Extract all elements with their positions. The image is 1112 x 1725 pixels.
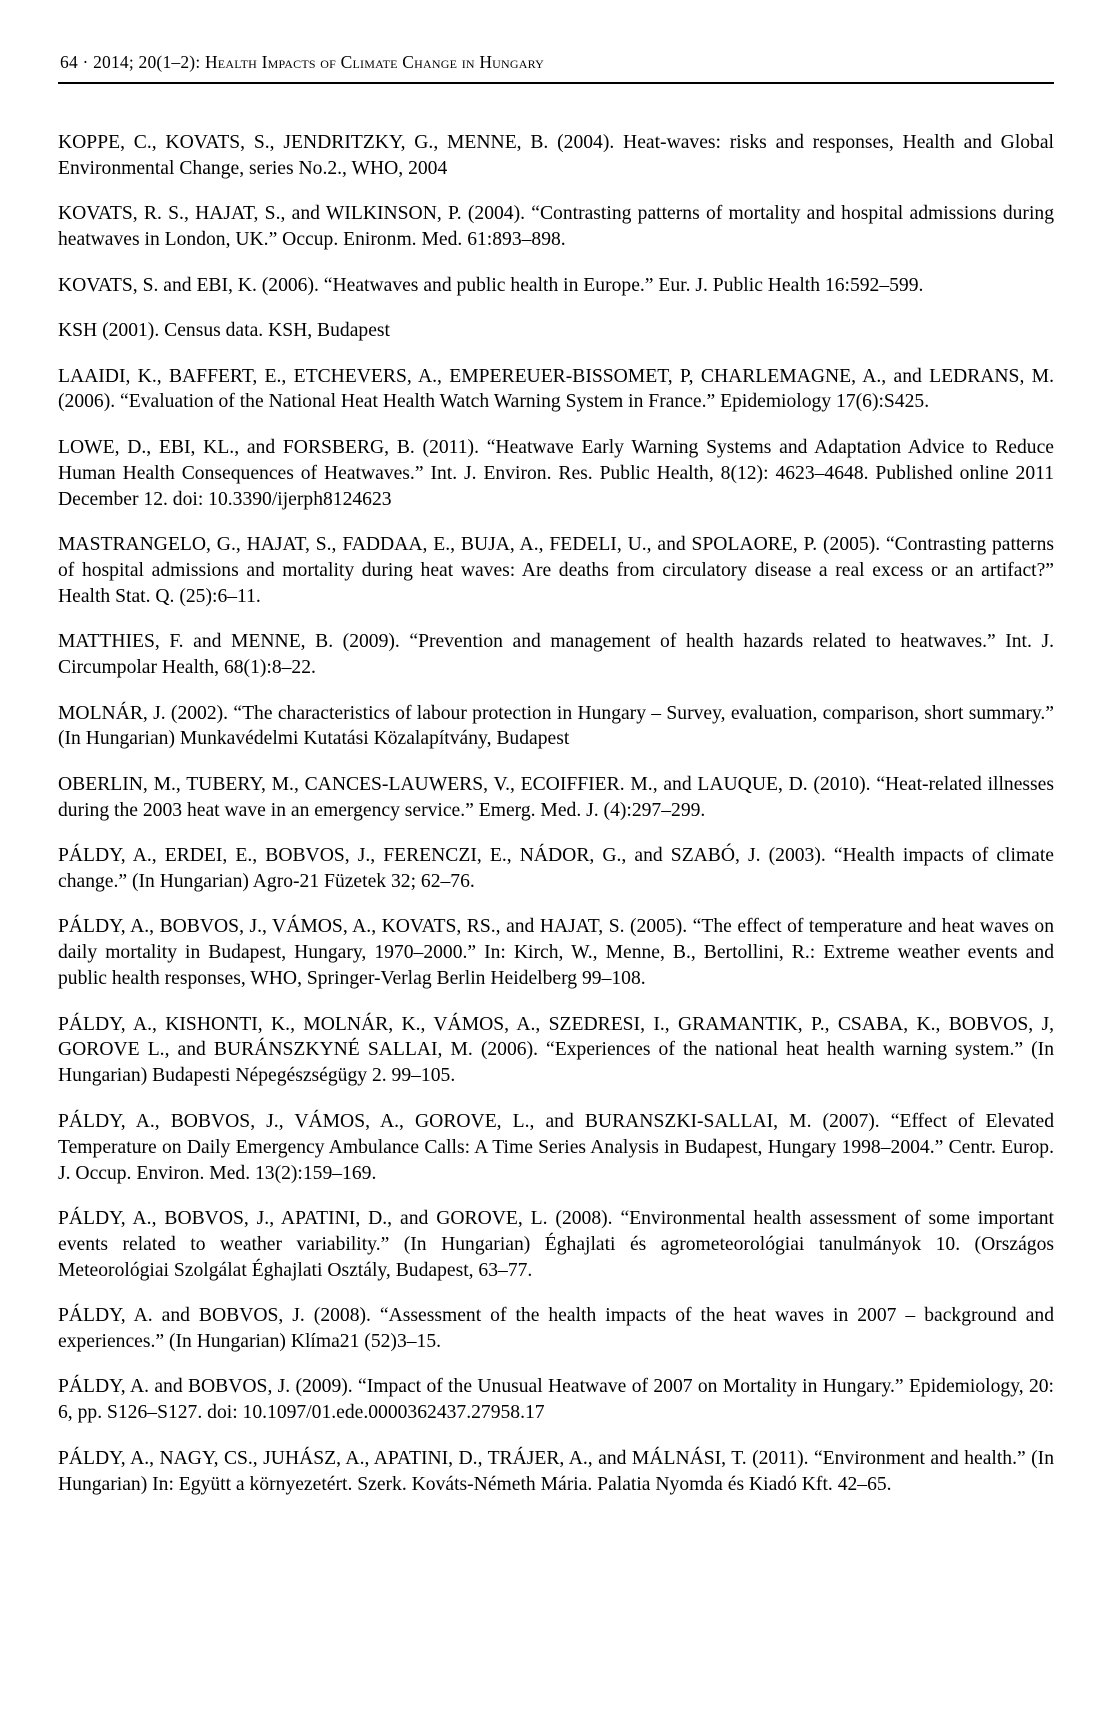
reference-entry: KSH (2001). Census data. KSH, Budapest — [58, 320, 390, 342]
reference-entry: PÁLDY, A., BOBVOS, J., APATINI, D., and GOROVE, L. (2008). “Environmental health assessment of some important events related to weather variability.” (In Hungarian) Éghajlati és agrometeorológiai tanulmányok 10. (Országos Meteorológiai Szolgálat Éghajlati Osztály, Budapest, 63–77. — [58, 1207, 1054, 1281]
running-head — [58, 52, 1054, 82]
reference-entry: PÁLDY, A., NAGY, CS., JUHÁSZ, A., APATINI, D., TRÁJER, A., and MÁLNÁSI, T. (2011). “Environment and health.” (In Hungarian) In: Együtt a környezetért. Szerk. Kováts-Németh Mária. Palatia Nyomda és Kiadó Kft. 42–65. — [58, 1447, 1054, 1495]
reference-entry: PÁLDY, A., ERDEI, E., BOBVOS, J., FERENCZI, E., NÁDOR, G., and SZABÓ, J. (2003). “Health impacts of climate change.” (In Hungarian) Agro-21 Füzetek 32; 62–76. — [58, 845, 1054, 892]
reference-entry: PÁLDY, A., BOBVOS, J., VÁMOS, A., GOROVE, L., and BURANSZKI-SALLAI, M. (2007). “Effect of Elevated Temperature on Daily Emergency Ambulance Calls: A Time Series Analysis in Budapest, Hungary 1998–2004.” Centr. Europ. J. Occup. Environ. Med. 13(2):159–169. — [58, 1110, 1054, 1184]
reference-entry: KOPPE, C., KOVATS, S., JENDRITZKY, G., MENNE, B. (2004). Heat-waves: risks and responses, Health and Global Environmental Change, series No.2., WHO, 2004 — [58, 132, 1054, 179]
reference-entry: PÁLDY, A., BOBVOS, J., VÁMOS, A., KOVATS, RS., and HAJAT, S. (2005). “The effect of temperature and heat waves on daily mortality in Budapest, Hungary, 1970–2000.” In: Kirch, W., Menne, B., Bertollini, R.: Extreme weather events and public health responses, WHO, Springer-Verlag Berlin Heidelberg 99–108. — [58, 916, 1054, 990]
reference-list — [58, 130, 1054, 1497]
reference-entry: KOVATS, S. and EBI, K. (2006). “Heatwaves and public health in Europe.” Eur. J. Public Health 16:592–599. — [58, 274, 924, 296]
reference-entry: LAAIDI, K., BAFFERT, E., ETCHEVERS, A., EMPEREUER-BISSOMET, P, CHARLEMAGNE, A., and LEDRANS, M. (2006). “Evaluation of the National Heat Health Watch Warning System in France.” Epidemiology 17(6):S425. — [58, 365, 1054, 413]
reference-entry: MATTHIES, F. and MENNE, B. (2009). “Prevention and management of health hazards related to heatwaves.” Int. J. Circumpolar Health, 68(1):8–22. — [58, 631, 1054, 679]
reference-entry: MOLNÁR, J. (2002). “The characteristics of labour protection in Hungary – Survey, evaluation, comparison, short summary.” (In Hungarian) Munkavédelmi Kutatási Közalapítvány, Budapest — [58, 702, 1054, 750]
reference-entry: LOWE, D., EBI, KL., and FORSBERG, B. (2011). “Heatwave Early Warning Systems and Adaptation Advice to Reduce Human Health Consequences of Heatwaves.” Int. J. Environ. Res. Public Health, 8(12): 4623–4648. Published online 2011 December 12. doi: 10.3390/ijerph8124623 — [58, 436, 1054, 510]
running-head-text: 64 · 2014; 20(1–2): Health Impacts of Climate Change in Hungary — [60, 52, 545, 72]
reference-entry: KOVATS, R. S., HAJAT, S., and WILKINSON, P. (2004). “Contrasting patterns of mortality and hospital admissions during heatwaves in London, UK.” Occup. Enironm. Med. 61:893–898. — [58, 203, 1054, 251]
reference-entry: PÁLDY, A. and BOBVOS, J. (2009). “Impact of the Unusual Heatwave of 2007 on Mortality in Hungary.” Epidemiology, 20: 6, pp. S126–S127. doi: 10.1097/01.ede.0000362437.27958.17 — [58, 1376, 1054, 1424]
header-rule — [58, 82, 1054, 84]
reference-entry: OBERLIN, M., TUBERY, M., CANCES-LAUWERS, V., ECOIFFIER. M., and LAUQUE, D. (2010). “Heat-related illnesses during the 2003 heat wave in an emergency service.” Emerg. Med. J. (4):297–299. — [58, 773, 1054, 821]
reference-entry: MASTRANGELO, G., HAJAT, S., FADDAA, E., BUJA, A., FEDELI, U., and SPOLAORE, P. (2005). “Contrasting patterns of hospital admissions and mortality during heat waves: Are deaths from circulatory disease a real excess or an artifact?” Health Stat. Q. (25):6–11. — [58, 534, 1054, 607]
reference-entry: PÁLDY, A. and BOBVOS, J. (2008). “Assessment of the health impacts of the heat waves in 2007 – background and experiences.” (In Hungarian) Klíma21 (52)3–15. — [58, 1305, 1054, 1352]
reference-entry: PÁLDY, A., KISHONTI, K., MOLNÁR, K., VÁMOS, A., SZEDRESI, I., GRAMANTIK, P., CSABA, K., BOBVOS, J, GOROVE L., and BURÁNSZKYNÉ SALLAI, M. (2006). “Experiences of the national heat health warning system.” (In Hungarian) Budapesti Népegészségügy 2. 99–105. — [58, 1013, 1054, 1087]
